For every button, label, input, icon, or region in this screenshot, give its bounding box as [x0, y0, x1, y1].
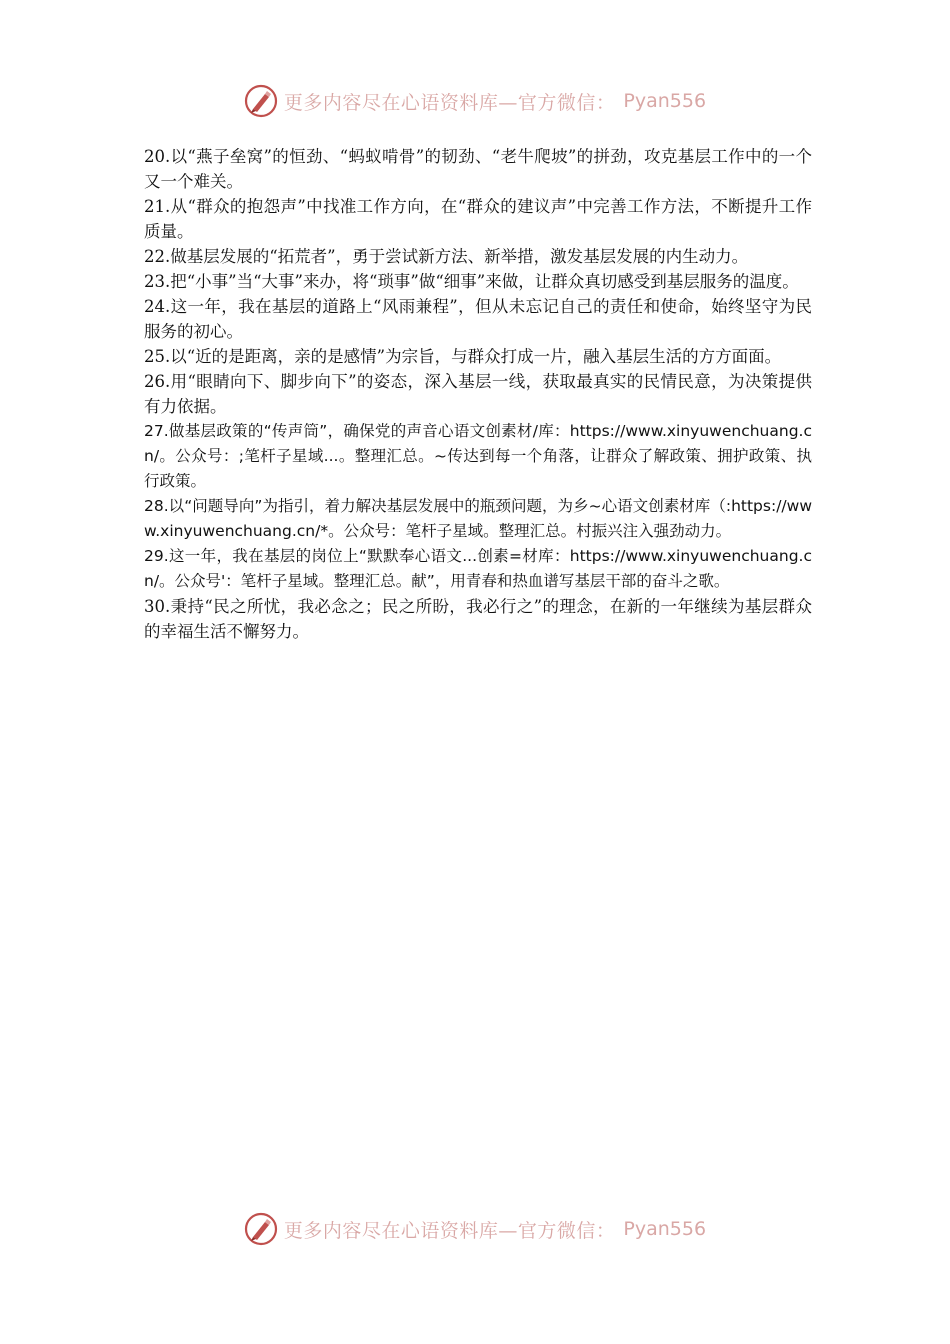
paragraph-29: 29.这一年，我在基层的岗位上“默默奉心语文...创素=材库：https://www.xinyuwenchuang.cn/。公众号'：笔杆子星域。整理汇总。献”，用青春和热血谱写基层干部的奋斗之歌。: [144, 547, 812, 590]
header-banner: [0, 84, 950, 118]
paragraph-27: 27.做基层政策的“传声筒”，确保党的声音心语文创素材/库：https://www.xinyuwenchuang.cn/。公众号：;笔杆子星域...。整理汇总。~传达到每一个角落，让群众了解政策、拥护政策、执行政策。: [144, 422, 812, 490]
paragraph-30: 30.秉持“民之所忧，我必念之；民之所盼，我必行之”的理念，在新的一年继续为基层群众的幸福生活不懈努力。: [144, 597, 812, 641]
pen-logo-icon: [244, 1212, 278, 1246]
paragraph-28: 28.以“问题导向”为指引，着力解决基层发展中的瓶颈问题，为乡~心语文创素材库（:https://www.xinyuwenchuang.cn/*。公众号：笔杆子星域。整理汇总。村振兴注入强劲动力。: [144, 497, 812, 540]
paragraph-22: 22.做基层发展的“拓荒者”，勇于尝试新方法、新举措，激发基层发展的内生动力。: [144, 247, 749, 266]
pen-logo-icon: [244, 84, 278, 118]
paragraph-24: 24.这一年，我在基层的道路上“风雨兼程”，但从未忘记自己的责任和使命，始终坚守为民服务的初心。: [144, 297, 812, 341]
footer-banner: [0, 1212, 950, 1246]
wechat-id: Pyan556: [623, 1218, 707, 1240]
paragraph-21: 21.从“群众的抱怨声”中找准工作方向，在“群众的建议声”中完善工作方法，不断提升工作质量。: [144, 197, 812, 241]
wechat-id: Pyan556: [623, 90, 707, 112]
banner-text: 更多内容尽在心语资料库—官方微信：: [283, 1219, 616, 1242]
paragraph-23: 23.把“小事”当“大事”来办，将“琐事”做“细事”来做，让群众真切感受到基层服务的温度。: [144, 272, 799, 291]
document-body: [144, 144, 812, 644]
banner-text: 更多内容尽在心语资料库—官方微信：: [283, 91, 616, 114]
paragraph-25: 25.以“近的是距离，亲的是感情”为宗旨，与群众打成一片，融入基层生活的方方面面。: [144, 347, 782, 366]
paragraph-26: 26.用“眼睛向下、脚步向下”的姿态，深入基层一线，获取最真实的民情民意，为决策提供有力依据。: [144, 372, 812, 416]
paragraph-20: 20.以“燕子垒窝”的恒劲、“蚂蚁啃骨”的韧劲、“老牛爬坡”的拼劲，攻克基层工作中的一个又一个难关。: [144, 147, 812, 191]
